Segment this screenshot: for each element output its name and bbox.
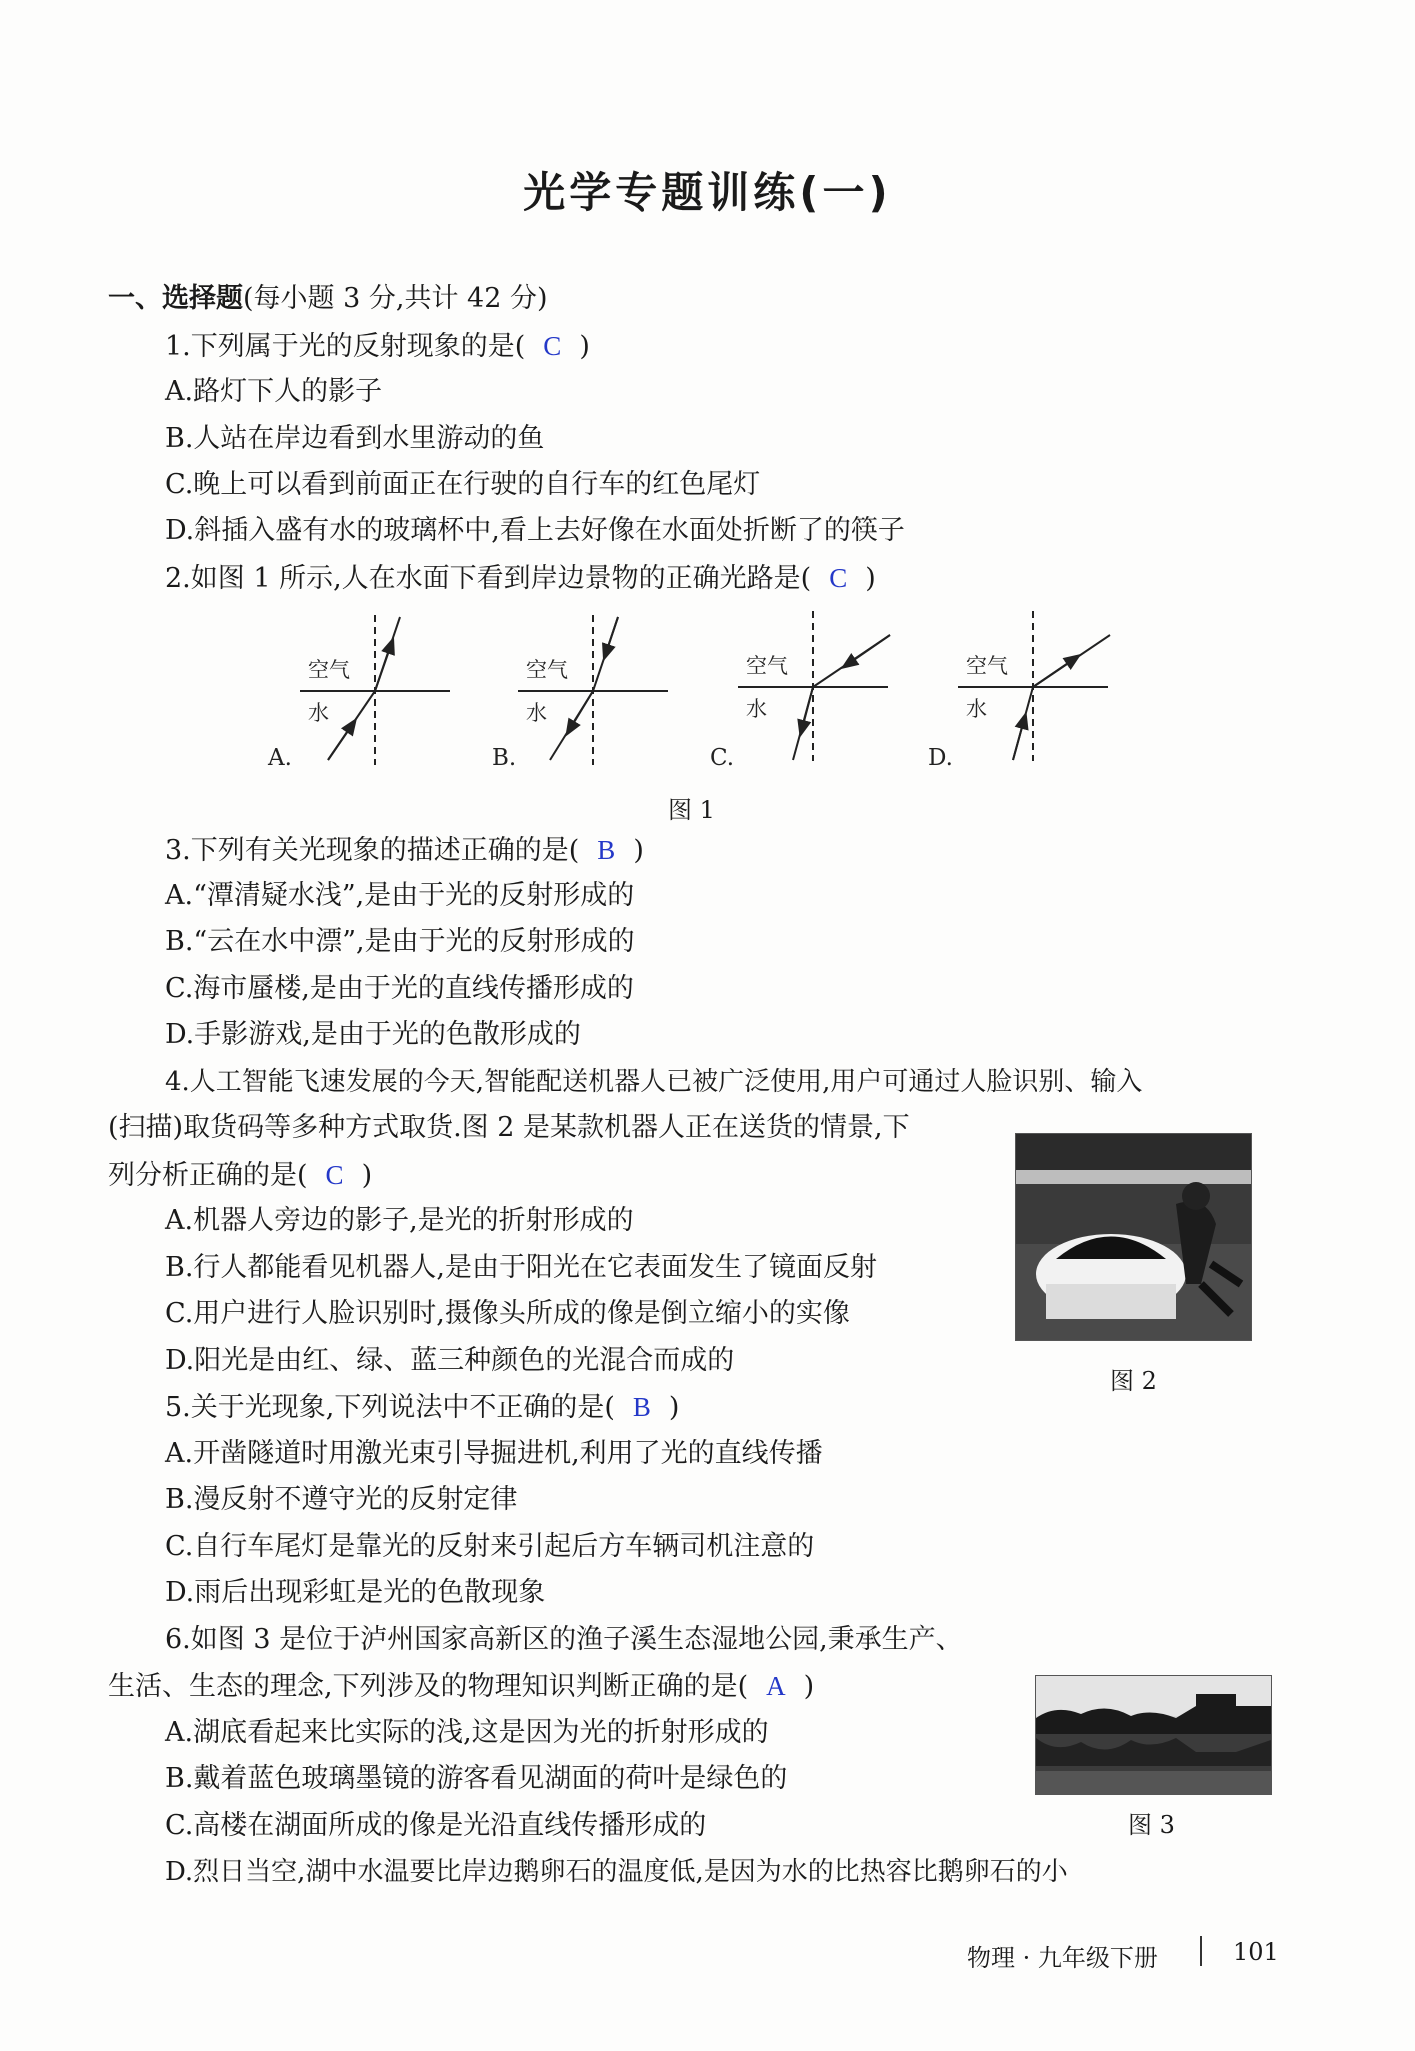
fig1b-air-label: 空气 bbox=[526, 658, 568, 682]
fig1d-water-label: 水 bbox=[966, 697, 987, 721]
fig1c-air-label: 空气 bbox=[746, 654, 788, 678]
figure-3-wetland-photo bbox=[1035, 1675, 1272, 1795]
page-title: 光学专题训练(一) bbox=[523, 168, 892, 217]
question-6-stem bbox=[108, 1668, 814, 1705]
q5-close: ) bbox=[668, 1392, 680, 1423]
q6-line-1: 6.如图 3 是位于泸州国家高新区的渔子溪生态湿地公园,秉承生产、 bbox=[165, 1624, 963, 1655]
q5-option-d: D.雨后出现彩虹是光的色散现象 bbox=[165, 1577, 546, 1608]
q1-option-d: D.斜插入盛有水的玻璃杯中,看上去好像在水面处折断了的筷子 bbox=[165, 515, 905, 546]
q3-close: ) bbox=[633, 835, 644, 866]
q4-answer: C bbox=[325, 1160, 344, 1190]
figure-2-robot-photo bbox=[1015, 1133, 1252, 1341]
section-heading-label: 一、选择题 bbox=[108, 283, 243, 314]
section-heading bbox=[108, 281, 548, 317]
diagram-d bbox=[928, 611, 1110, 771]
figure-3-caption: 图 3 bbox=[1128, 1811, 1175, 1839]
q4-option-d: D.阳光是由红、绿、蓝三种颜色的光混合而成的 bbox=[165, 1345, 735, 1376]
q3-option-b: B.“云在水中漂”,是由于光的反射形成的 bbox=[165, 926, 635, 957]
wetland-photo-drawing bbox=[1036, 1676, 1271, 1794]
q6-option-a: A.湖底看起来比实际的浅,这是因为光的折射形成的 bbox=[165, 1717, 769, 1748]
fig1d-air-label: 空气 bbox=[966, 654, 1008, 678]
q2-close: ) bbox=[865, 563, 876, 594]
question-4-stem bbox=[108, 1157, 372, 1194]
q1-option-c: C.晚上可以看到前面正在行驶的自行车的红色尾灯 bbox=[165, 469, 761, 500]
fig1b-water-label: 水 bbox=[526, 701, 547, 725]
q5-stem-text: 5.关于光现象,下列说法中不正确的是( bbox=[165, 1392, 615, 1423]
q3-option-d: D.手影游戏,是由于光的色散形成的 bbox=[165, 1019, 581, 1050]
question-5-stem bbox=[165, 1389, 679, 1426]
diagram-c bbox=[710, 611, 890, 771]
q1-close: ) bbox=[579, 331, 590, 362]
fig1-label-d: D. bbox=[928, 745, 953, 771]
q4-option-c: C.用户进行人脸识别时,摄像头所成的像是倒立缩小的实像 bbox=[165, 1298, 850, 1329]
diagram-a bbox=[267, 615, 450, 771]
fig1-label-c: C. bbox=[710, 745, 735, 771]
diagram-b bbox=[492, 615, 668, 771]
q5-answer: B bbox=[632, 1392, 651, 1422]
fig1a-air-label: 空气 bbox=[308, 658, 350, 682]
figure-1-light-paths bbox=[260, 605, 1120, 775]
q4-option-a: A.机器人旁边的影子,是光的折射形成的 bbox=[165, 1205, 634, 1236]
q4-line-2: (扫描)取货码等多种方式取货.图 2 是某款机器人正在送货的情景,下 bbox=[108, 1112, 910, 1143]
figure-2-caption: 图 2 bbox=[1110, 1367, 1157, 1395]
fig1a-water-label: 水 bbox=[308, 701, 329, 725]
q4-line-1: 4.人工智能飞速发展的今天,智能配送机器人已被广泛使用,用户可通过人脸识别、输入 bbox=[165, 1067, 1143, 1097]
q5-option-c: C.自行车尾灯是靠光的反射来引起后方车辆司机注意的 bbox=[165, 1531, 815, 1562]
question-3-stem bbox=[165, 832, 644, 869]
q6-stem-text: 生活、生态的理念,下列涉及的物理知识判断正确的是( bbox=[108, 1671, 749, 1702]
q5-option-a: A.开凿隧道时用激光束引导掘进机,利用了光的直线传播 bbox=[165, 1438, 823, 1469]
q6-option-b: B.戴着蓝色玻璃墨镜的游客看见湖面的荷叶是绿色的 bbox=[165, 1763, 788, 1794]
q2-answer: C bbox=[829, 563, 848, 593]
q4-stem-text: 列分析正确的是( bbox=[108, 1160, 308, 1191]
footer-page-number: 101 bbox=[1233, 1938, 1279, 1966]
q1-option-a: A.路灯下人的影子 bbox=[165, 376, 383, 407]
q3-option-c: C.海市蜃楼,是由于光的直线传播形成的 bbox=[165, 973, 634, 1004]
q5-option-b: B.漫反射不遵守光的反射定律 bbox=[165, 1484, 518, 1515]
q1-option-b: B.人站在岸边看到水里游动的鱼 bbox=[165, 423, 545, 454]
q3-stem-text: 3.下列有关光现象的描述正确的是( bbox=[165, 835, 580, 866]
figure-1-caption: 图 1 bbox=[668, 796, 715, 824]
q6-close: ) bbox=[803, 1671, 815, 1702]
fig1-label-b: B. bbox=[492, 745, 517, 771]
q6-option-d: D.烈日当空,湖中水温要比岸边鹅卵石的温度低,是因为水的比热容比鹅卵石的小 bbox=[165, 1857, 1068, 1887]
fig1-label-a: A. bbox=[268, 745, 292, 771]
q6-answer: A bbox=[766, 1671, 786, 1701]
question-2-stem bbox=[165, 560, 876, 597]
q1-answer: C bbox=[543, 331, 562, 361]
section-note: (每小题 3 分,共计 42 分) bbox=[243, 283, 548, 314]
q4-close: ) bbox=[361, 1160, 373, 1191]
q2-stem-text: 2.如图 1 所示,人在水面下看到岸边景物的正确光路是( bbox=[165, 563, 812, 594]
robot-photo-drawing bbox=[1016, 1134, 1251, 1340]
question-1-stem bbox=[165, 328, 590, 365]
footer-book-title: 物理 · 九年级下册 bbox=[967, 1944, 1158, 1972]
q3-answer: B bbox=[597, 835, 616, 865]
fig1c-water-label: 水 bbox=[746, 697, 767, 721]
q6-option-c: C.高楼在湖面所成的像是光沿直线传播形成的 bbox=[165, 1810, 707, 1841]
q3-option-a: A.“潭清疑水浅”,是由于光的反射形成的 bbox=[165, 880, 635, 911]
footer-separator bbox=[1200, 1936, 1202, 1966]
q1-stem-text: 1.下列属于光的反射现象的是( bbox=[165, 331, 526, 362]
q4-option-b: B.行人都能看见机器人,是由于阳光在它表面发生了镜面反射 bbox=[165, 1252, 878, 1283]
